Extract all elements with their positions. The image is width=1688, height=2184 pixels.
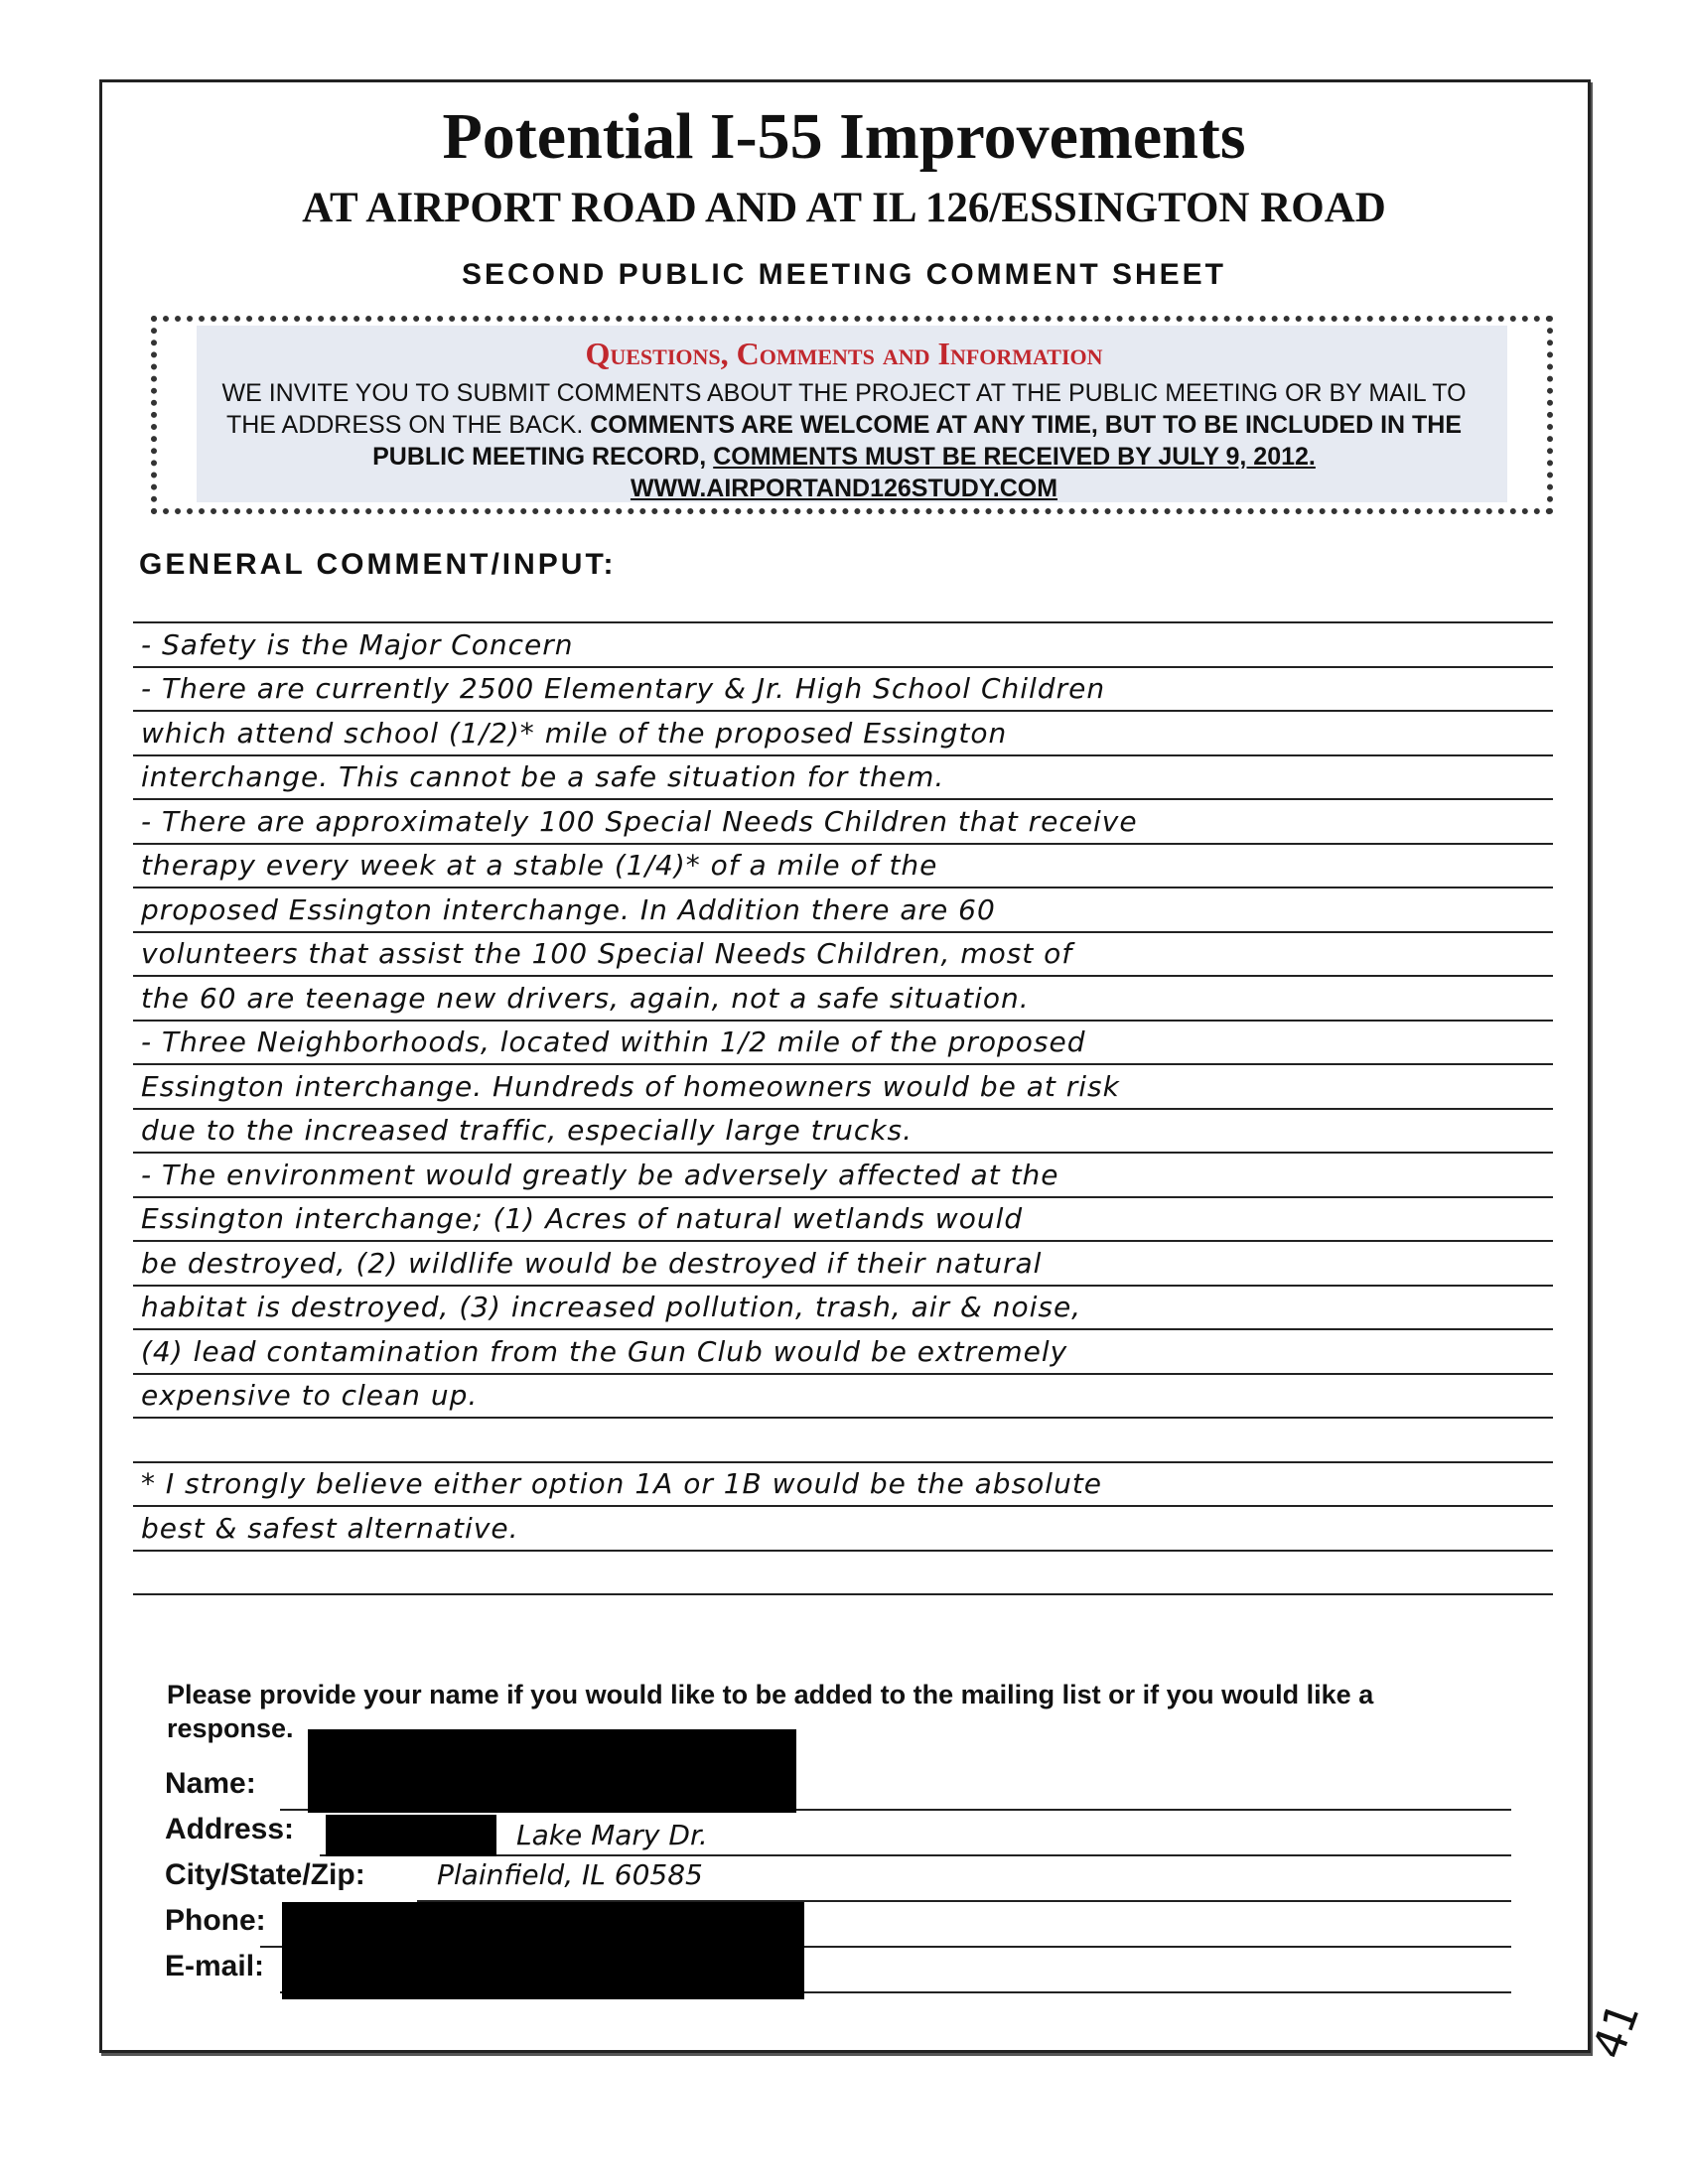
comment-line: Essington interchange; (1) Acres of natural wetlands would (141, 1202, 1024, 1235)
email-label: E-mail: (165, 1950, 265, 1982)
info-text (199, 377, 1489, 504)
comment-rule-line (133, 1505, 1553, 1507)
page-subtitle: AT AIRPORT ROAD AND AT IL 126/ESSINGTON ROAD (302, 185, 1386, 231)
name-label: Name: (165, 1767, 256, 1800)
city-state-zip-value: Plainfield, IL 60585 (437, 1858, 703, 1891)
comment-rule-line (133, 1063, 1553, 1065)
redaction-block (326, 1815, 496, 1856)
comment-rule-line (133, 798, 1553, 800)
comment-line: the 60 are teenage new drivers, again, not a safe situation. (141, 981, 1030, 1015)
info-text-plain: WE INVITE YOU TO SUBMIT COMMENTS ABOUT THE PROJECT AT THE PUBLIC MEETING OR BY MAIL TO THE ADDRESS ON THE BACK. (221, 379, 1467, 439)
comment-rule-line (133, 1152, 1553, 1154)
comment-rule-line (133, 1593, 1553, 1595)
address-field[interactable] (320, 1854, 1511, 1856)
phone-label: Phone: (165, 1904, 266, 1937)
comment-rule-line (133, 1328, 1553, 1330)
comment-rule-line (133, 1196, 1553, 1198)
comment-rule-line (133, 1550, 1553, 1552)
comment-rule-line (133, 1417, 1553, 1419)
comment-rule-line (133, 1020, 1553, 1022)
address-label: Address: (165, 1813, 295, 1845)
comment-section-label: GENERAL COMMENT/INPUT: (139, 548, 617, 581)
comment-line: be destroyed, (2) wildlife would be destroyed if their natural (141, 1246, 1043, 1280)
contact-prompt: Please provide your name if you would like to be added to the mailing list or if you would like a response. (167, 1680, 1374, 1743)
redaction-block (282, 1902, 804, 1999)
comment-line: habitat is destroyed, (3) increased pollution, trash, air & noise, (141, 1291, 1082, 1323)
comment-line: - There are approximately 100 Special Needs Children that receive (141, 804, 1138, 838)
comment-line: - Three Neighborhoods, located within 1/2 mile of the proposed (141, 1025, 1086, 1058)
comment-line: - There are currently 2500 Elementary & Jr. High School Children (141, 672, 1106, 705)
comment-rule-line (133, 1240, 1553, 1242)
city-state-zip-label: City/State/Zip: (165, 1858, 365, 1891)
comment-line: - The environment would greatly be adversely affected at the (141, 1158, 1059, 1191)
comment-rule-line (133, 710, 1553, 712)
sheet-label: SECOND PUBLIC MEETING COMMENT SHEET (461, 258, 1227, 291)
info-text-bold: COMMENTS ARE WELCOME AT ANY TIME, BUT TO BE INCLUDED IN THE PUBLIC MEETING RECORD, (372, 411, 1463, 471)
comment-rule-line (133, 975, 1553, 977)
comment-rule-line (133, 754, 1553, 756)
comment-rule-line (133, 887, 1553, 888)
comment-line: * I strongly believe either option 1A or 1B would be the absolute (141, 1467, 1103, 1500)
comment-rule-line (133, 666, 1553, 668)
comment-rule-line (133, 1373, 1553, 1375)
comment-rule-line (133, 1461, 1553, 1463)
comment-line: Essington interchange. Hundreds of homeowners would be at risk (141, 1069, 1120, 1103)
comment-rule-line (133, 621, 1553, 623)
comment-line: proposed Essington interchange. In Addition there are 60 (141, 892, 996, 926)
page-title: Potential I-55 Improvements (442, 100, 1246, 173)
comment-line: due to the increased traffic, especially large trucks. (141, 1114, 914, 1147)
comment-line: expensive to clean up. (141, 1379, 479, 1412)
info-website-link[interactable]: WWW.AIRPORTAND126STUDY.COM (630, 475, 1058, 502)
comment-line: - Safety is the Major Concern (141, 627, 574, 661)
info-heading: Questions, Comments and Information (585, 336, 1103, 371)
redaction-block (308, 1729, 796, 1813)
comment-line: interchange. This cannot be a safe situation for them. (141, 760, 945, 793)
comment-rule-line (133, 931, 1553, 933)
comment-line: (4) lead contamination from the Gun Club would be extremely (141, 1334, 1068, 1368)
comment-rule-line (133, 843, 1553, 845)
comment-line: which attend school (1/2)* mile of the proposed Essington (141, 716, 1008, 750)
info-deadline: COMMENTS MUST BE RECEIVED BY JULY 9, 2012. (713, 443, 1316, 471)
address-value: Lake Mary Dr. (516, 1819, 708, 1851)
comment-line: therapy every week at a stable (1/4)* of a mile of the (141, 849, 938, 882)
comment-line: volunteers that assist the 100 Special Needs Children, most of (141, 937, 1073, 970)
comment-line: best & safest alternative. (141, 1511, 519, 1545)
comment-rule-line (133, 1108, 1553, 1110)
comment-rule-line (133, 1285, 1553, 1287)
page-number: 41 (1583, 1995, 1650, 2066)
